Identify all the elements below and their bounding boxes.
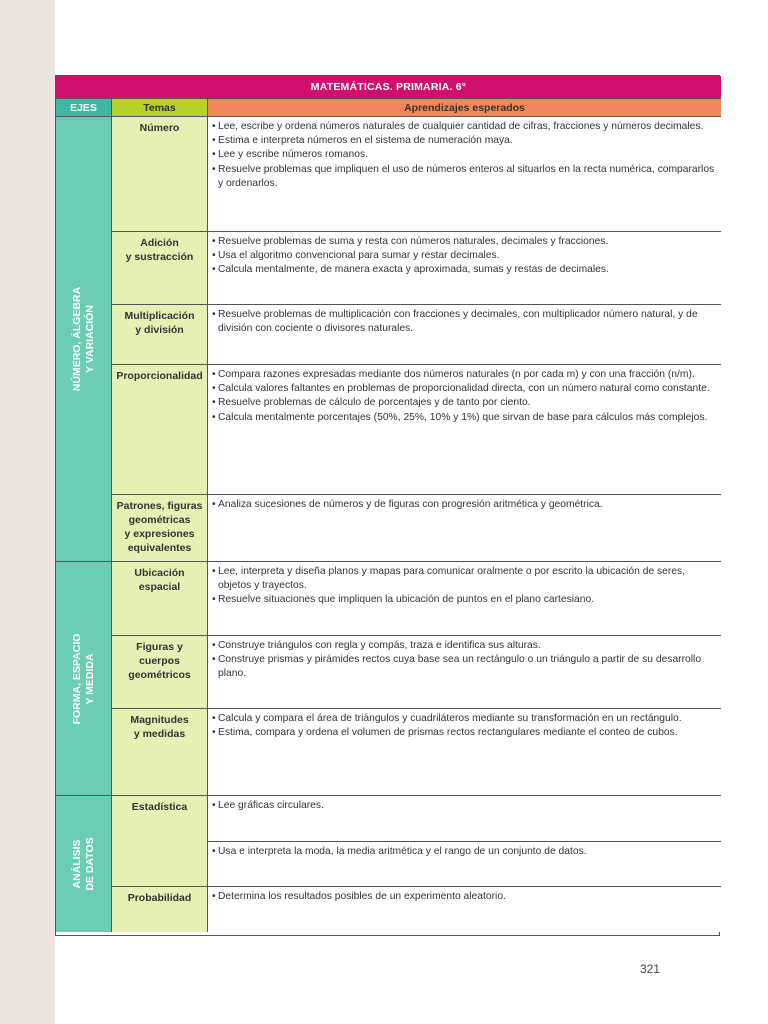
tema-numero xyxy=(112,116,208,231)
tema-line: Probabilidad xyxy=(127,892,192,904)
tema-line: equivalentes xyxy=(127,542,192,554)
header-temas: Temas xyxy=(112,98,208,116)
eje-forma-espacio-medida xyxy=(56,561,112,795)
tema-line: Figuras y cuerpos xyxy=(136,641,183,667)
list-item: • Construye triángulos con regla y compás, traza e identifica sus alturas. xyxy=(212,639,717,653)
aprendizajes-list xyxy=(212,845,717,859)
aprendizajes-adicion-sustraccion xyxy=(208,231,721,304)
tema-line: y expresiones xyxy=(124,528,195,540)
eje-label-line: DE DATOS xyxy=(83,837,96,891)
tema-line: Magnitudes xyxy=(130,714,189,726)
tema-magnitudes-medidas xyxy=(112,708,208,795)
aprendizajes-patrones xyxy=(208,494,721,561)
list-item: • Resuelve problemas de cálculo de porcentajes y de tanto por ciento. xyxy=(212,396,717,410)
list-item: • Calcula y compara el área de triángulos y cuadriláteros mediante su transformación en un rectángulo. xyxy=(212,712,717,726)
aprendizajes-figuras-cuerpos xyxy=(208,635,721,708)
tema-line: Patrones, figuras xyxy=(116,500,203,512)
curriculum-table xyxy=(55,75,720,936)
aprendizajes-proporcionalidad xyxy=(208,364,721,494)
aprendizajes-numero xyxy=(208,116,721,231)
list-item: • Determina los resultados posibles de un experimento aleatorio. xyxy=(212,890,717,904)
eje-label xyxy=(71,287,97,391)
header-aprendizajes: Aprendizajes esperados xyxy=(208,98,721,116)
aprendizajes-list xyxy=(212,308,717,336)
header-ejes: EJES xyxy=(56,98,112,116)
list-item: • Resuelve problemas de suma y resta con números naturales, decimales y fracciones. xyxy=(212,235,717,249)
list-item: • Calcula valores faltantes en problemas de proporcionalidad directa, con un número natural como constante. xyxy=(212,382,717,396)
aprendizajes-ubicacion-espacial xyxy=(208,561,721,635)
tema-adicion-sustraccion xyxy=(112,231,208,304)
eje-analisis-datos xyxy=(56,795,112,932)
list-item: • Lee, escribe y ordena números naturales de cualquier cantidad de cifras, fracciones y números decimales. xyxy=(212,120,717,134)
tema-figuras-cuerpos xyxy=(112,635,208,708)
aprendizajes-estadistica-medidas xyxy=(208,841,721,886)
aprendizajes-list xyxy=(212,799,717,813)
page-margin-strip xyxy=(0,0,55,1024)
list-item: • Lee y escribe números romanos. xyxy=(212,148,717,162)
list-item: • Calcula mentalmente, de manera exacta y aproximada, sumas y restas de decimales. xyxy=(212,263,717,277)
eje-label-line: ANÁLISIS xyxy=(70,839,83,889)
tema-line: geométricas xyxy=(128,514,191,526)
list-item: • Usa e interpreta la moda, la media aritmética y el rango de un conjunto de datos. xyxy=(212,845,717,859)
aprendizajes-probabilidad xyxy=(208,886,721,932)
tema-line: Adición xyxy=(140,237,179,249)
eje-label xyxy=(71,633,97,724)
aprendizajes-list xyxy=(212,890,717,904)
aprendizajes-multiplicacion-division xyxy=(208,304,721,364)
list-item: • Lee gráficas circulares. xyxy=(212,799,717,813)
tema-line: Estadística xyxy=(131,801,188,813)
list-item: • Construye prismas y pirámides rectos cuya base sea un rectángulo o un triángulo a partir de su desarrollo plano. xyxy=(212,653,717,681)
tema-line: Número xyxy=(139,122,180,134)
list-item: • Resuelve problemas que impliquen el uso de números enteros al situarlos en la recta numérica, compararlos y ordenarlos. xyxy=(212,163,717,191)
page-number: 321 xyxy=(640,962,661,976)
tema-line: Multiplicación xyxy=(124,310,195,322)
tema-proporcionalidad xyxy=(112,364,208,494)
eje-numero-algebra-variacion xyxy=(56,116,112,561)
list-item: • Lee, interpreta y diseña planos y mapas para comunicar oralmente o por escrito la ubicación de seres, objetos y trayectos. xyxy=(212,565,717,593)
tema-multiplicacion-division xyxy=(112,304,208,364)
tema-line: y medidas xyxy=(133,728,186,740)
list-item: • Usa el algoritmo convencional para sumar y restar decimales. xyxy=(212,249,717,263)
tema-estadistica xyxy=(112,795,208,886)
tema-probabilidad xyxy=(112,886,208,932)
aprendizajes-list xyxy=(212,235,717,278)
aprendizajes-estadistica-graficas xyxy=(208,795,721,841)
aprendizajes-list xyxy=(212,565,717,608)
tema-line: geométricos xyxy=(128,669,191,681)
tema-line: espacial xyxy=(138,581,181,593)
eje-label-line: FORMA, ESPACIO xyxy=(70,633,83,724)
list-item: • Compara razones expresadas mediante dos números naturales (n por cada m) y con una fracción (n/m). xyxy=(212,368,717,382)
eje-label-line: Y VARIACIÓN xyxy=(83,305,96,373)
aprendizajes-list xyxy=(212,639,717,682)
table-title: MATEMÁTICAS. PRIMARIA. 6° xyxy=(56,76,721,98)
list-item: • Resuelve situaciones que impliquen la ubicación de puntos en el plano cartesiano. xyxy=(212,593,717,607)
list-item: • Calcula mentalmente porcentajes (50%, 25%, 10% y 1%) que sirvan de base para cálculos más complejos. xyxy=(212,411,717,425)
eje-label-line: NÚMERO, ÁLGEBRA xyxy=(70,286,83,392)
aprendizajes-list xyxy=(212,368,717,425)
tema-line: y división xyxy=(135,324,184,336)
list-item: • Estima, compara y ordena el volumen de prismas rectos rectangulares mediante el conteo de cubos. xyxy=(212,726,717,740)
eje-label xyxy=(71,837,97,890)
aprendizajes-list xyxy=(212,498,717,512)
tema-line: Ubicación xyxy=(134,567,185,579)
list-item: • Analiza sucesiones de números y de figuras con progresión aritmética y geométrica. xyxy=(212,498,717,512)
aprendizajes-list xyxy=(212,712,717,740)
tema-line: y sustracción xyxy=(125,251,194,263)
tema-ubicacion-espacial xyxy=(112,561,208,635)
eje-label-line: Y MEDIDA xyxy=(83,652,96,705)
list-item: • Resuelve problemas de multiplicación con fracciones y decimales, con multiplicador número natural, y de división con cociente o divisores naturales. xyxy=(212,308,717,336)
aprendizajes-magnitudes-medidas xyxy=(208,708,721,795)
tema-patrones-figuras xyxy=(112,494,208,561)
aprendizajes-list xyxy=(212,120,717,191)
tema-line: Proporcionalidad xyxy=(116,370,203,382)
list-item: • Estima e interpreta números en el sistema de numeración maya. xyxy=(212,134,717,148)
